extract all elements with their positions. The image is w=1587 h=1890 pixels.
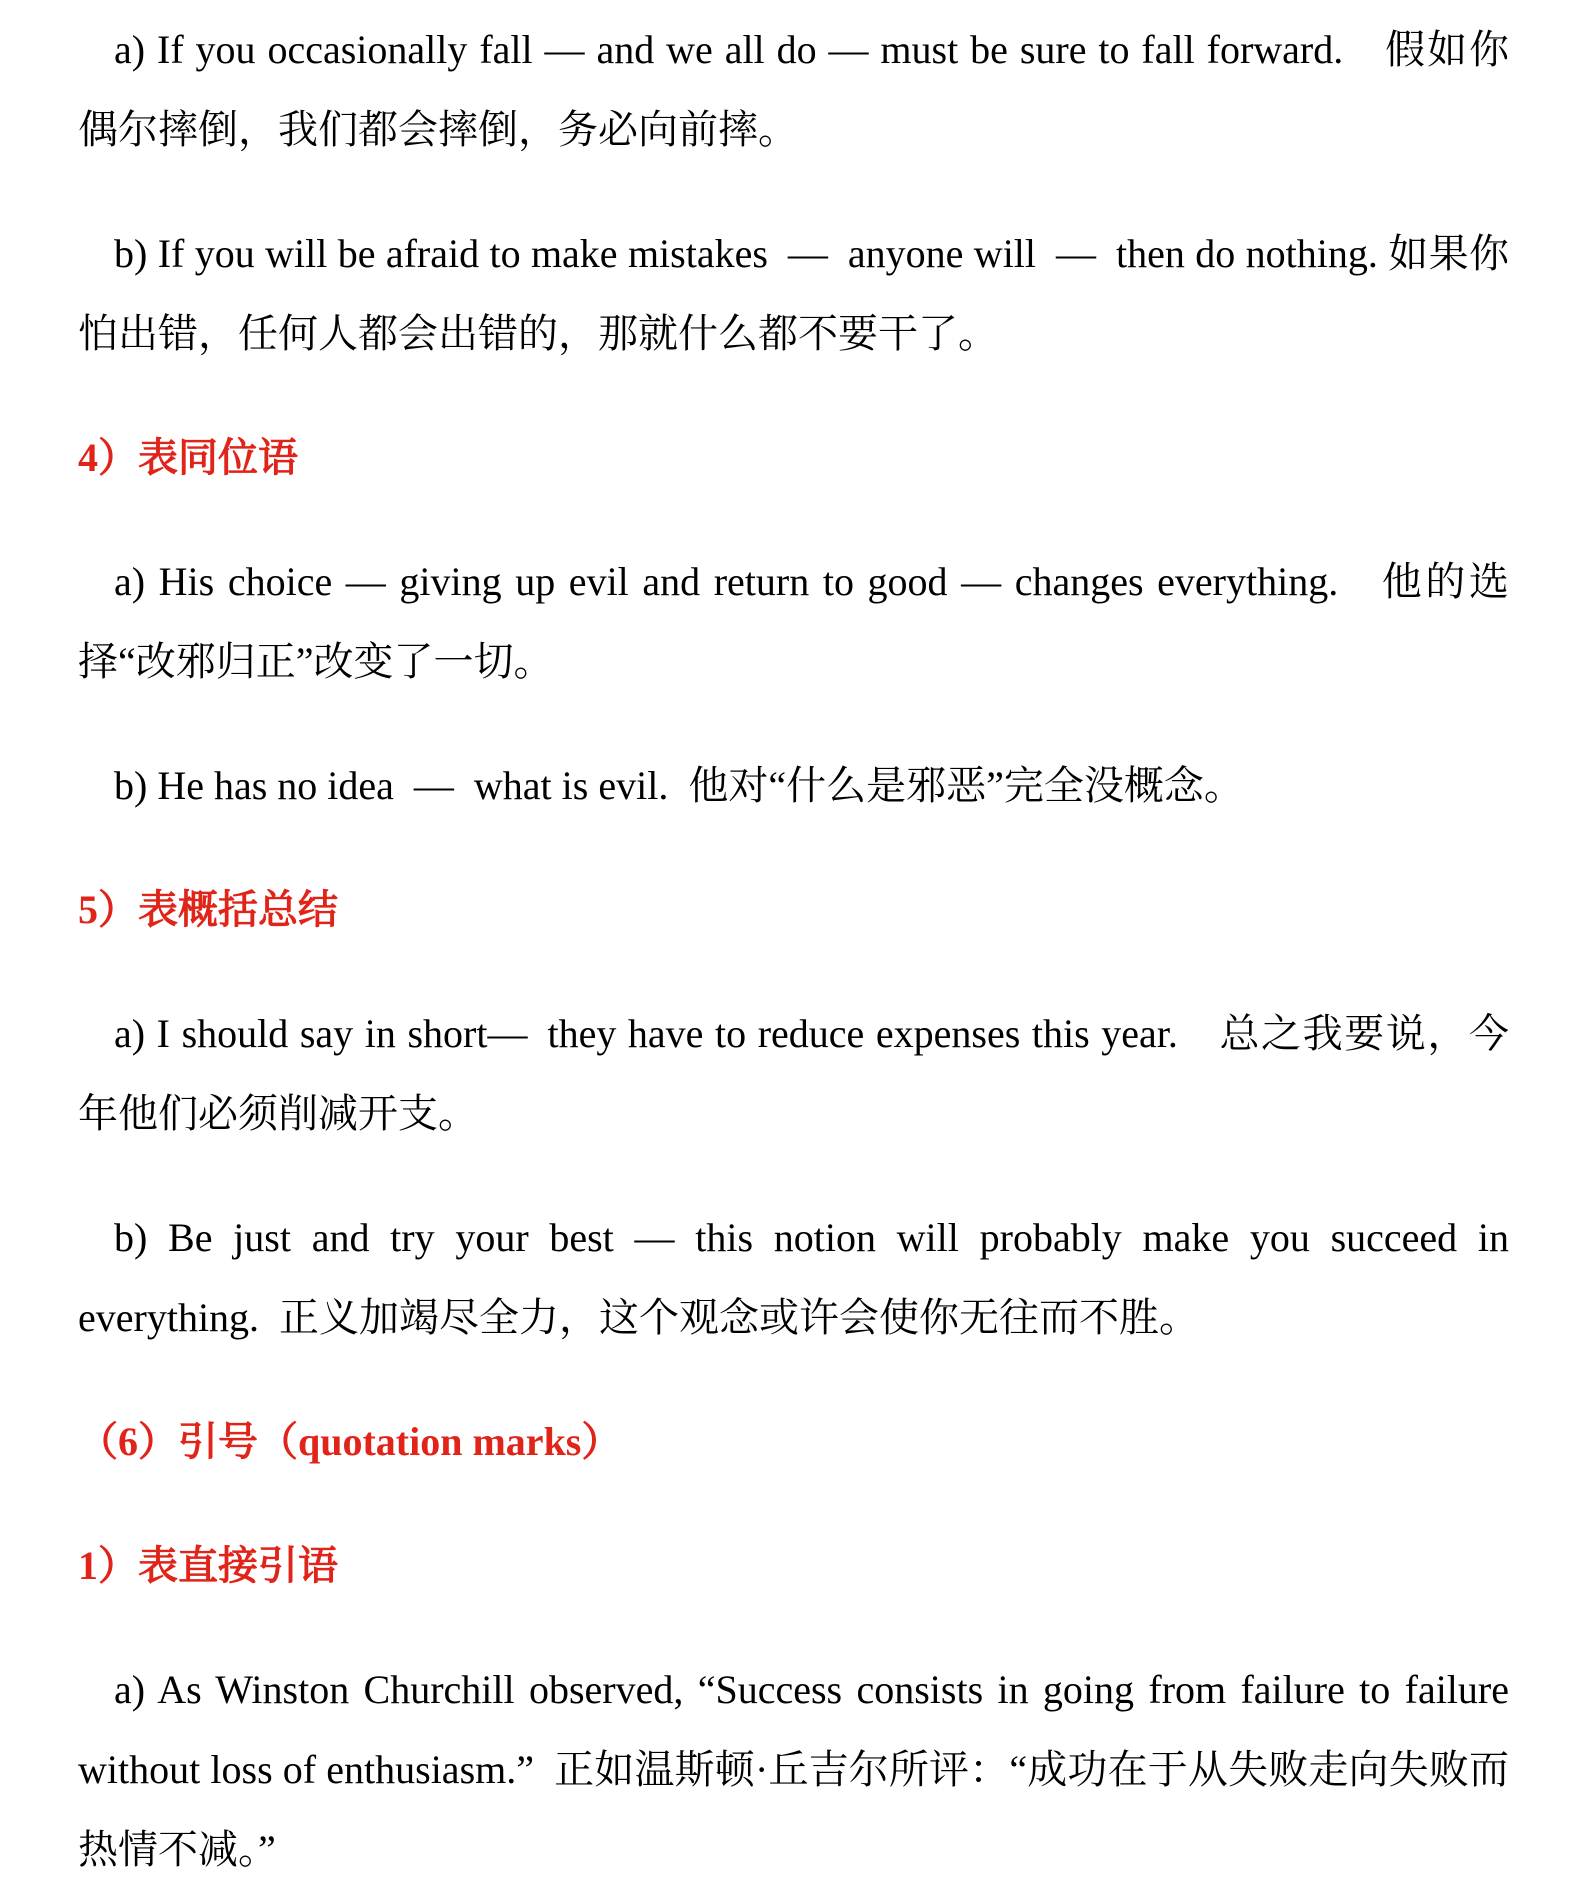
example-paragraph-dash-make-mistakes: b) If you will be afraid to make mistakes — anyone will — then do nothing. 如果你怕出错，任何人都会出错的，那就什么都不要干了。 xyxy=(78,231,1509,356)
example-paragraph-dash-in-short: a) I should say in short— they have to reduce expenses this year. 总之我要说，今年他们必须削减开支。 xyxy=(78,1011,1509,1136)
example-paragraph-quote-churchill: a) As Winston Churchill observed, “Success consists in going from failure to failure without loss of enthusiasm.” 正如温斯顿·丘吉尔所评：“成功在于从失败走向失败而热情不减。” xyxy=(78,1667,1509,1872)
section-heading-direct-quote: 1）表直接引语 xyxy=(78,1543,338,1588)
section-heading-quotation-marks: （6）引号（quotation marks） xyxy=(78,1419,622,1464)
section-heading-appositive: 4）表同位语 xyxy=(78,435,298,480)
example-paragraph-dash-his-choice: a) His choice — giving up evil and return to good — changes everything. 他的选择“改邪归正”改变了一切。 xyxy=(78,559,1509,684)
example-paragraph-dash-be-just: b) Be just and try your best — this notion will probably make you succeed in everything. 正义加竭尽全力，这个观念或许会使你无往而不胜。 xyxy=(78,1215,1509,1340)
section-heading-summary: 5）表概括总结 xyxy=(78,887,338,932)
example-paragraph-dash-no-idea: b) He has no idea — what is evil. 他对“什么是邪恶”完全没概念。 xyxy=(114,763,1244,808)
example-paragraph-dash-fall-forward: a) If you occasionally fall — and we all do — must be sure to fall forward. 假如你偶尔摔倒，我们都会摔倒，务必向前摔。 xyxy=(78,27,1509,152)
